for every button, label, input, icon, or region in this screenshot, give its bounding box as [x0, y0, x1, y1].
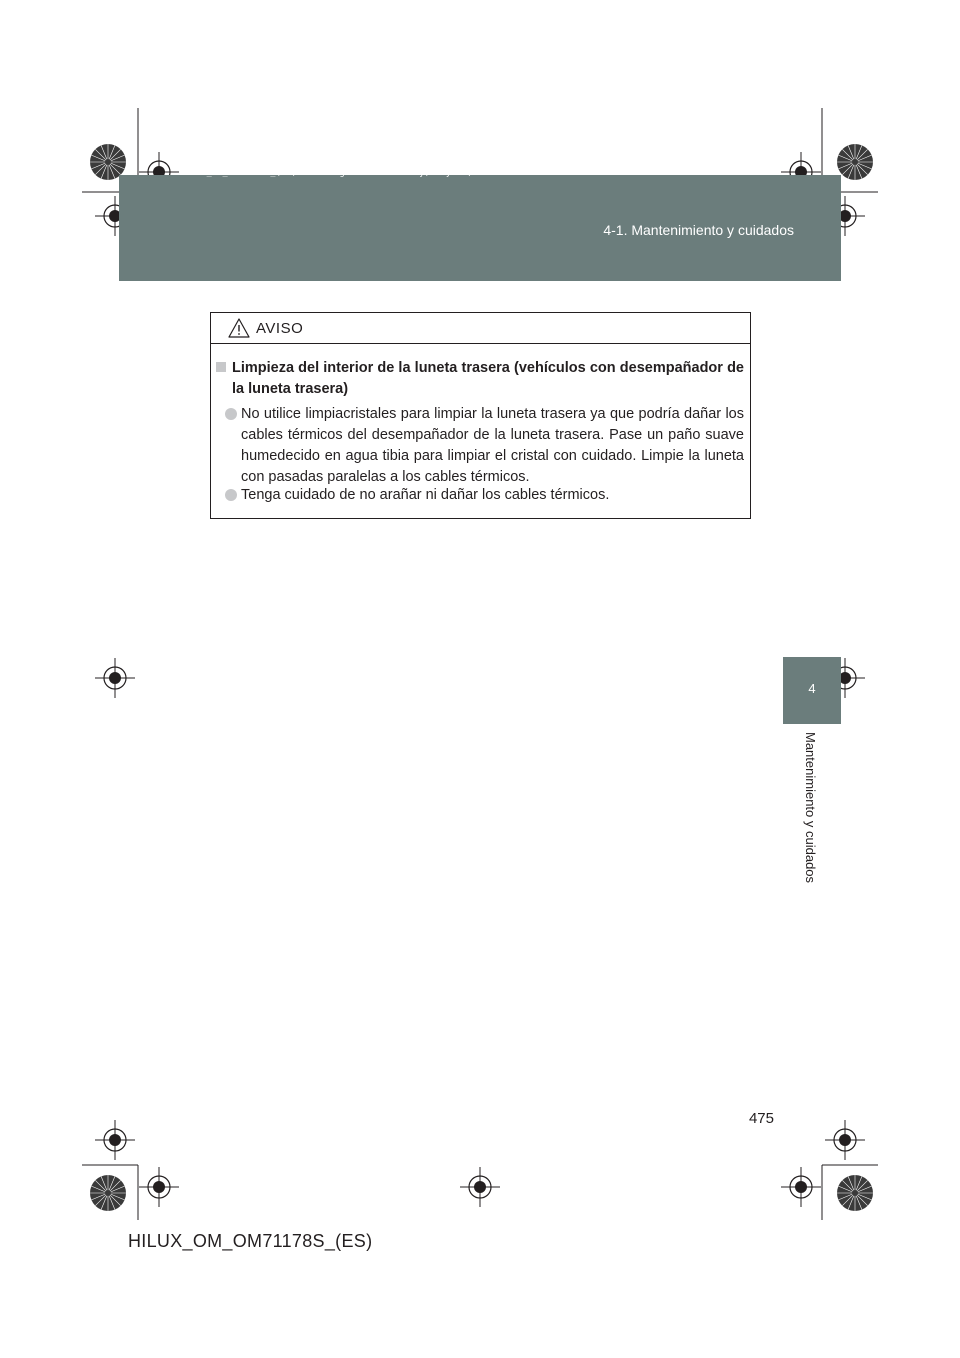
circle-bullet-icon: [225, 408, 237, 420]
page-number: 475: [748, 1110, 774, 1127]
section-title: 4-1. Mantenimiento y cuidados: [603, 222, 794, 238]
chapter-tab: [783, 657, 841, 724]
warning-item-title: [216, 358, 744, 400]
document-code: HILUX_OM_OM71178S_(ES): [128, 1231, 373, 1251]
chapter-number: 4: [808, 681, 816, 696]
warning-bullet: [225, 485, 744, 506]
warning-triangle-icon: [228, 318, 250, 338]
circle-bullet-icon: [225, 489, 237, 501]
warning-item-title-text: Limpieza del interior de la luneta trasera (vehículos con desempañador de la luneta trasera): [232, 360, 744, 397]
warning-label: AVISO: [256, 320, 304, 337]
warning-bullet-text: Tenga cuidado de no arañar ni dañar los cables térmicos.: [241, 487, 610, 503]
warning-bullet-text: No utilice limpiacristales para limpiar la luneta trasera ya que podría dañar los cables térmicos del desempañador de la luneta trasera. Pase un paño suave humedecido en agua tibia para limpiar el cristal con cuidado. Limpie la luneta con pasadas paralelas a los cables térmicos.: [241, 406, 744, 485]
warning-box: [210, 312, 751, 519]
book-info-slug: HILUX_OM_OM71178S_(ES).book Page 475 Wednesday, May 16, 2012 3:09 PM: [180, 168, 542, 178]
chapter-side-label: Mantenimiento y cuidados: [803, 732, 818, 884]
square-bullet-icon: [216, 362, 226, 372]
warning-bullet: [225, 404, 744, 488]
warning-header: [211, 313, 750, 344]
